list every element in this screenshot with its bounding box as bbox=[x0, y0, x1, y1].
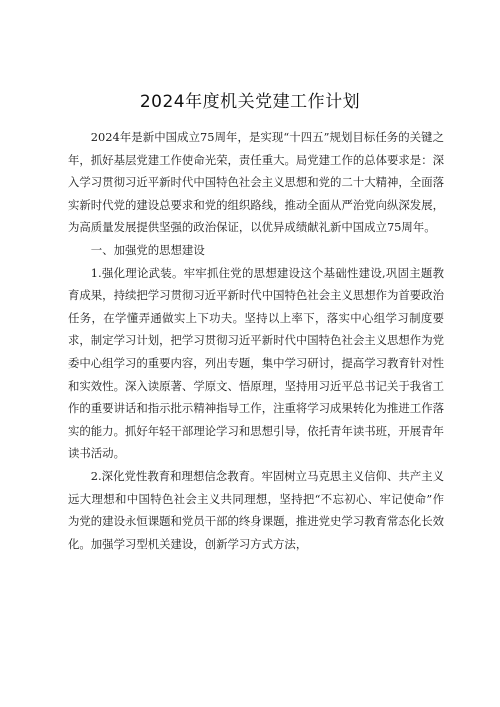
intro-paragraph: 2024年是新中国成立75周年，是实现“十四五”规划目标任务的关键之年，抓好基层党建工作使命光荣，责任重大。局党建工作的总体要求是：深入学习贯彻习近平新时代中国特色社会主义思想和党的二十大精神，全面落实新时代党的建设总要求和党的组织路线，推动全面从严治党向纵深发展，为高质量发展提供坚强的政治保证，以优异成绩献礼新中国成立75周年。 bbox=[68, 130, 444, 235]
document-body bbox=[68, 126, 444, 555]
section-heading-ideological-building: 一、加强党的思想建设 bbox=[90, 242, 205, 257]
item-1-paragraph: 1.强化理论武装。牢牢抓住党的思想建设这个基础性建设,巩固主题教育成果，持续把学习贯彻习近平新时代中国特色社会主义思想作为首要政治任务，在学懂弄通做实上下功夫。坚持以上率下，落实中心组学习制度要求，制定学习计划，把学习贯彻习近平新时代中国特色社会主义思想作为党委中心组学习的重要内容，列出专题，集中学习研讨，提高学习教育针对性和实效性。深入读原著、学原文、悟原理，坚持用习近平总书记关于我省工作的重要讲话和指示批示精神指导工作，注重将学习成果转化为推进工作落实的能力。抓好年轻干部理论学习和思想引导，依托青年读书班，开展青年读书活动。 bbox=[68, 265, 444, 461]
document-title: 2024年度机关党建工作计划 bbox=[139, 92, 361, 112]
item-2-paragraph: 2.深化党性教育和理想信念教育。牢固树立马克思主义信仰、共产主义远大理想和中国特色社会主义共同理想，坚持把“不忘初心、牢记使命”作为党的建设永恒课题和党员干部的终身课题，推进党史学习教育常态化长效化。加强学习型机关建设，创新学习方式方法， bbox=[68, 468, 444, 551]
